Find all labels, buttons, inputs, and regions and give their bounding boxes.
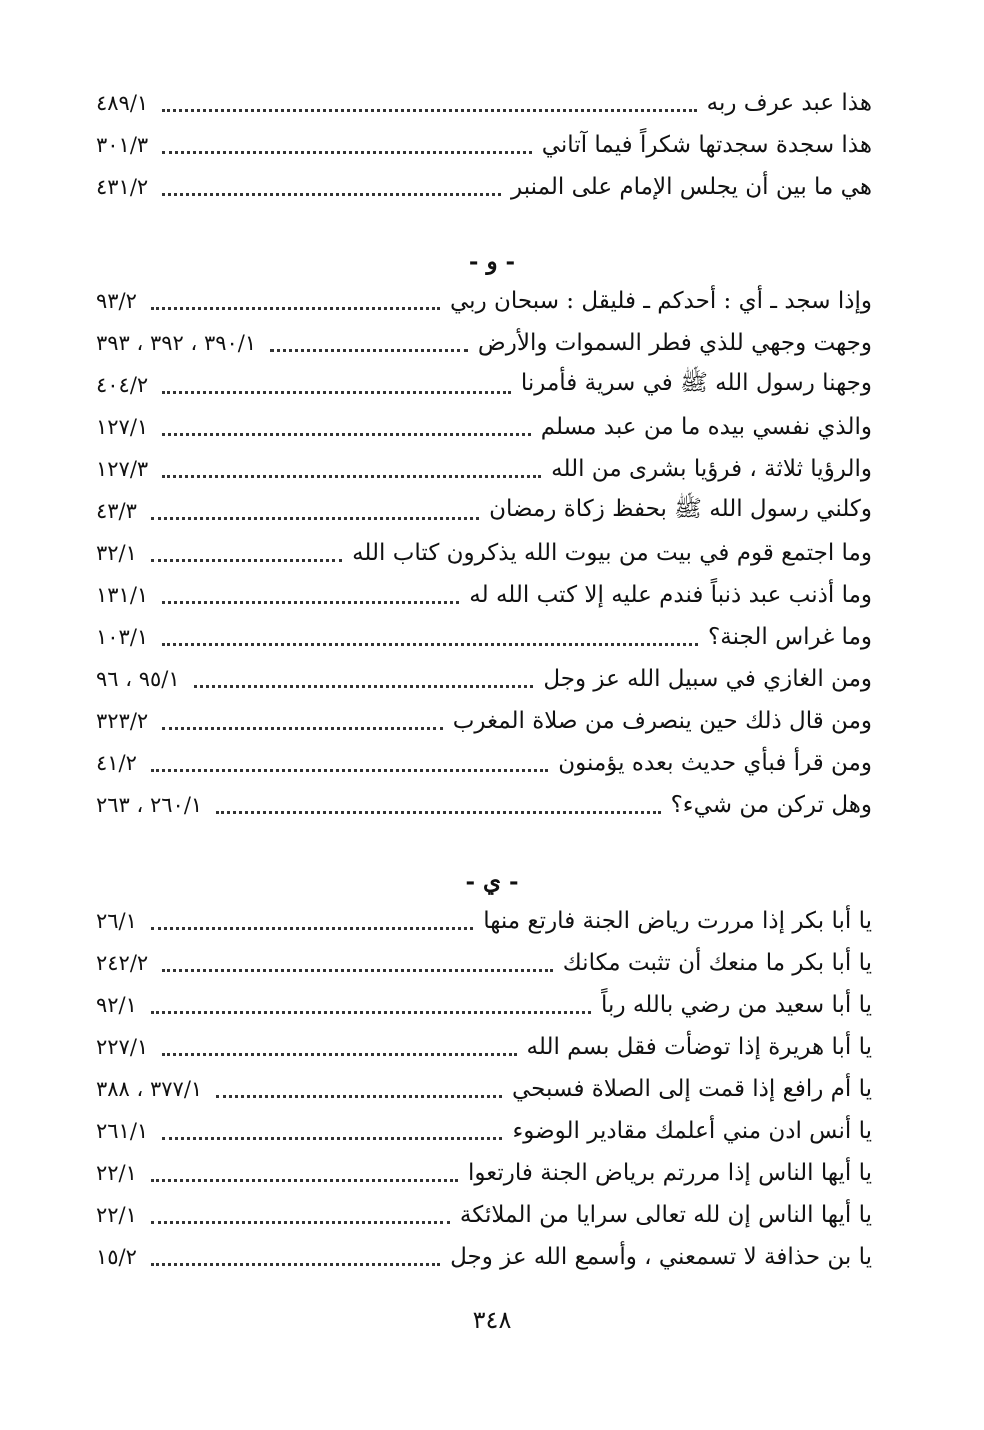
index-entry [96,900,872,942]
entry-text: وما أذنب عبد ذنباً فندم عليه إلا كتب الله له [469,582,872,608]
dot-leader [162,599,459,604]
entry-reference: ٤٣١/٢ [96,175,149,199]
entry-reference: ٩٥/١ ، ٩٦ [96,667,180,691]
index-group-waw [96,280,872,826]
page-number: ٣٤٨ [472,1306,512,1334]
entry-text: يا أبا بكر ما منعك أن تثبت مكانك [562,950,872,976]
index-entry [96,1152,872,1194]
entry-reference: ٣٢٣/٢ [96,709,149,733]
dot-leader [162,107,696,112]
index-entry [96,82,872,124]
entry-text: وجهنا رسول الله ﷺ في سرية فأمرنا [520,370,872,396]
index-entry [96,490,872,532]
entry-reference: ١٢٧/٣ [96,457,149,481]
entry-reference: ٢٢٧/١ [96,1035,149,1059]
entry-text: وكلني رسول الله ﷺ بحفظ زكاة رمضان [489,496,872,522]
dot-leader [151,557,342,562]
entry-text: ومن الغازي في سبيل الله عز وجل [543,666,872,692]
entry-reference: ٤٨٩/١ [96,91,149,115]
entry-reference: ٣٠١/٣ [96,133,149,157]
index-entry [96,322,872,364]
entry-text: وما اجتمع قوم في بيت من بيوت الله يذكرون كتاب الله [352,540,872,566]
dot-leader [151,305,440,310]
index-entry [96,1110,872,1152]
entry-reference: ٤١/٢ [96,751,137,775]
entry-reference: ٤٠٤/٢ [96,373,149,397]
dot-leader [151,1261,440,1266]
entry-text: يا أيها الناس إذا مررتم برياض الجنة فارتعوا [468,1160,872,1186]
entry-text: والرؤيا ثلاثة ، فرؤيا بشرى من الله [551,456,872,482]
entry-text: وجهت وجهي للذي فطر السموات والأرض [477,330,872,356]
index-entry [96,984,872,1026]
entry-text: يا أم رافع إذا قمت إلى الصلاة فسبحي [511,1076,872,1102]
dot-leader [162,1135,502,1140]
index-entry [96,658,872,700]
index-group-ya [96,900,872,1278]
entry-reference: ١٢٧/١ [96,415,149,439]
dot-leader [162,967,553,972]
index-entry [96,1026,872,1068]
index-entry [96,166,872,208]
index-entry [96,1194,872,1236]
entry-text: يا أبا سعيد من رضي بالله رباً [601,992,872,1018]
entry-reference: ٢٦١/١ [96,1119,149,1143]
index-entry [96,1068,872,1110]
index-entry [96,532,872,574]
entry-reference: ١٣١/١ [96,583,149,607]
entry-text: يا أبا هريرة إذا توضأت فقل بسم الله [526,1034,872,1060]
index-entry [96,124,872,166]
entry-text: وهل تركن من شيء؟ [670,792,872,818]
entry-text: وإذا سجد ـ أي : أحدكم ـ فليقل : سبحان ربي [450,288,872,314]
entry-reference: ١٠٣/١ [96,625,149,649]
index-entry [96,364,872,406]
dot-leader [162,473,541,478]
entry-reference: ٢٦٠/١ ، ٢٦٣ [96,793,203,817]
dot-leader [162,191,501,196]
index-entry [96,280,872,322]
dot-leader [216,1093,502,1098]
index-entry [96,574,872,616]
entry-text: والذي نفسي بيده ما من عبد مسلم [540,414,872,440]
dot-leader [194,683,534,688]
entry-text: يا أنس ادن مني أعلمك مقادير الوضوء [512,1118,872,1144]
index-group-ha [96,82,872,208]
entry-reference: ٢٢/١ [96,1203,137,1227]
entry-reference: ٢٤٢/٢ [96,951,149,975]
dot-leader [151,515,479,520]
section-heading-waw: - و - [468,248,516,275]
entry-text: هذا عبد عرف ربه [706,90,872,116]
index-entry [96,406,872,448]
index-entry [96,448,872,490]
entry-text: يا بن حذافة لا تسمعني ، وأسمع الله عز وجل [450,1244,872,1270]
entry-text: يا أيها الناس إن لله تعالى سرايا من الملائكة [459,1202,872,1228]
dot-leader [162,389,511,394]
entry-reference: ٢٦/١ [96,909,137,933]
entry-text: هي ما بين أن يجلس الإمام على المنبر [511,174,872,200]
index-entry [96,742,872,784]
entry-reference: ١٥/٢ [96,1245,137,1269]
entry-reference: ٣٢/١ [96,541,137,565]
dot-leader [162,1051,516,1056]
dot-leader [151,1177,458,1182]
dot-leader [162,641,698,646]
dot-leader [151,767,548,772]
entry-text: يا أبا بكر إذا مررت رياض الجنة فارتع منها [483,908,872,934]
entry-text: هذا سجدة سجدتها شكراً فيما آتاني [541,132,872,158]
entry-reference: ٢٢/١ [96,1161,137,1185]
entry-reference: ٣٧٧/١ ، ٣٨٨ [96,1077,203,1101]
dot-leader [151,925,473,930]
index-entry [96,784,872,826]
dot-leader [162,725,443,730]
dot-leader [162,431,531,436]
dot-leader [270,347,468,352]
dot-leader [151,1219,450,1224]
entry-reference: ٩٢/١ [96,993,137,1017]
entry-reference: ٣٩٠/١ ، ٣٩٢ ، ٣٩٣ [96,331,257,355]
entry-reference: ٩٣/٢ [96,289,137,313]
entry-text: وما غراس الجنة؟ [708,624,872,650]
index-entry [96,700,872,742]
section-heading-ya: - ي - [465,868,519,895]
entry-text: ومن قال ذلك حين ينصرف من صلاة المغرب [452,708,872,734]
index-entry [96,616,872,658]
index-entry [96,1236,872,1278]
entry-reference: ٤٣/٣ [96,499,137,523]
dot-leader [216,809,660,814]
entry-text: ومن قرأ فبأي حديث بعده يؤمنون [558,750,872,776]
index-entry [96,942,872,984]
dot-leader [151,1009,591,1014]
dot-leader [162,149,532,154]
